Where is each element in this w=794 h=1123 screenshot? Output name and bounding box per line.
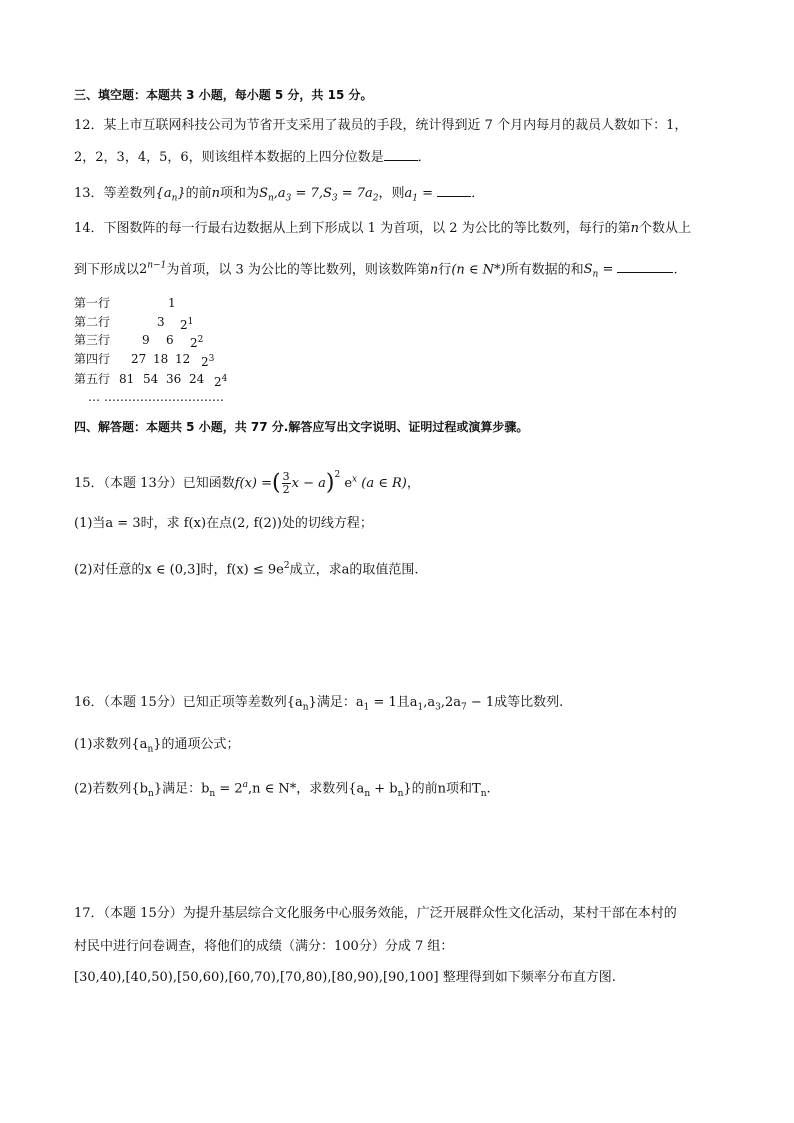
q12-line2	[74, 147, 431, 167]
q17-line3-tail: 整理得到如下频率分布直方图.	[438, 970, 616, 985]
row3-num: 6	[166, 333, 174, 347]
q12-line2-text: 2，2，3，4，5，6，则该组样本数据的上四分位数是	[74, 150, 384, 165]
q14-line2-text-d: 所有数据的和	[505, 262, 584, 278]
q15-inner-expr: x − a	[291, 476, 326, 491]
q13-line	[74, 183, 484, 208]
q12-period: ．	[417, 150, 431, 165]
row2-label: 第二行	[74, 315, 111, 329]
q13-text-c: 项和为	[220, 186, 260, 201]
row2-last: $2^1$	[180, 317, 194, 332]
row4-num: 27	[131, 352, 147, 366]
q14-line2	[74, 257, 678, 284]
q15-part2-text: (2)对任意的x ∈ (0,3]时，f(x) ≤ 9e	[74, 562, 284, 578]
q15-function: f(x) =	[234, 476, 273, 491]
q15-fraction: $\frac{3}{2}$	[282, 470, 290, 496]
q14-line2-text-b: 为首项，以 3 为公比的等比数列，则该数阵第	[166, 262, 430, 278]
row5-label: 第五行	[74, 372, 111, 386]
q14-line2-text-c: 行	[438, 262, 452, 278]
q15-part2-sup: 2	[283, 561, 290, 571]
q15-part2-tail: 成立，求a的取值范围.	[289, 562, 419, 578]
q16-part1: (1)求数列$\{a_n\}$的通项公式；	[74, 737, 240, 755]
q15-part1: (1)当a = 3时，求 f(x)在点(2, f(2))处的切线方程；	[74, 516, 373, 531]
row3-label: 第三行	[74, 333, 111, 347]
q13-period: ．	[471, 186, 485, 201]
q13-text-b: 的前	[185, 186, 212, 201]
q17-intervals: [30,40),[40,50),[50,60),[60,70),[70,80),[80,90),[90,100]	[74, 970, 439, 985]
q14-answer-blank	[617, 259, 673, 273]
q14-period: .	[673, 262, 678, 278]
row3-num: 9	[142, 333, 150, 347]
row4-num: 12	[175, 352, 191, 366]
q15-comma: ，	[406, 476, 420, 491]
row4-last: $2^3$	[201, 354, 215, 369]
row3-last: $2^2$	[190, 335, 204, 350]
row1-num: 1	[168, 296, 176, 310]
row5-num: 24	[189, 372, 205, 386]
q14-line1	[74, 220, 691, 238]
q14-line2-text-a: 到下形成以	[74, 262, 140, 278]
q14-line2-n: n	[429, 262, 439, 278]
q16-intro: 16．（本题 15分）已知正项等差数列$\{a_n\}$满足：$a_1 = 1$且$a_1,a_3,2a_7 - 1$成等比数列.	[74, 695, 564, 713]
q17-line3	[74, 969, 616, 987]
row5-num: 54	[143, 372, 159, 386]
row5-num: 36	[166, 372, 182, 386]
q13-sequence: $\{a_n\}$	[155, 186, 186, 204]
q15-power: 2	[334, 470, 341, 480]
q13-answer-blank	[437, 183, 471, 197]
q14-power: $2^{n-1}$	[139, 261, 167, 278]
q14-line1-tail: 个数从上	[639, 221, 692, 236]
q16-part2: (2)若数列$\{b_n\}$满足：$b_n = 2^a,n$ ∈ N*，求数列$\{a_n + b_n\}$的前n项和$T_n$.	[74, 780, 491, 799]
q15-exp: $e^x$	[344, 474, 358, 491]
q14-line1-n: n	[630, 221, 639, 236]
q14-condition: (n ∈ N*)	[451, 262, 506, 278]
q15-condition: (a ∈ R)	[361, 476, 407, 491]
q15-intro-text: 15．（本题 13分）已知函数	[74, 476, 235, 491]
q17-line2: 村民中进行问卷调查，将他们的成绩（满分：100分）分成 7 组：	[74, 939, 454, 954]
q12-line1: 12．某上市互联网科技公司为节省开支采用了裁员的手段，统计得到近 7 个月内每月的裁员人数如下：1，	[74, 118, 688, 133]
q15-part2	[74, 557, 419, 579]
row4-label: 第四行	[74, 352, 111, 366]
row5-num: 81	[119, 372, 135, 386]
q13-ask: $a_1$ =	[404, 186, 438, 204]
q13-condition: $S_n,a_3 = 7,S_3 = 7a_2$	[259, 186, 379, 204]
q13-prefix: 13．等差数列	[74, 186, 156, 201]
q13-n: n	[211, 186, 221, 201]
q12-answer-blank	[384, 147, 418, 161]
q15-paren-close: )	[325, 470, 335, 496]
section4-header: 四、解答题：本题共 5 小题，共 77 分.解答应写出文字说明、证明过程或演算步骤。	[74, 420, 529, 434]
ellipsis-row: … …………………………	[88, 390, 224, 404]
row4-num: 18	[153, 352, 169, 366]
row5-last: $2^4$	[214, 374, 228, 389]
q15-paren-open: (	[272, 470, 281, 496]
section3-header: 三、填空题：本题共 3 小题，每小题 5 分，共 15 分。	[74, 88, 373, 102]
q15-intro	[74, 462, 420, 496]
q14-line1-text: 14．下图数阵的每一行最右边数据从上到下形成以 1 为首项，以 2 为公比的等比数列，每行的第	[74, 221, 631, 236]
q14-sum-symbol: $S_n$ =	[583, 262, 618, 280]
row2-num: 3	[157, 315, 165, 329]
q17-line1: 17．（本题 15分）为提升基层综合文化服务中心服务效能，广泛开展群众性文化活动，某村干部在本村的	[74, 906, 677, 921]
row1-label: 第一行	[74, 296, 111, 310]
q13-text-d: ，则	[378, 186, 405, 201]
